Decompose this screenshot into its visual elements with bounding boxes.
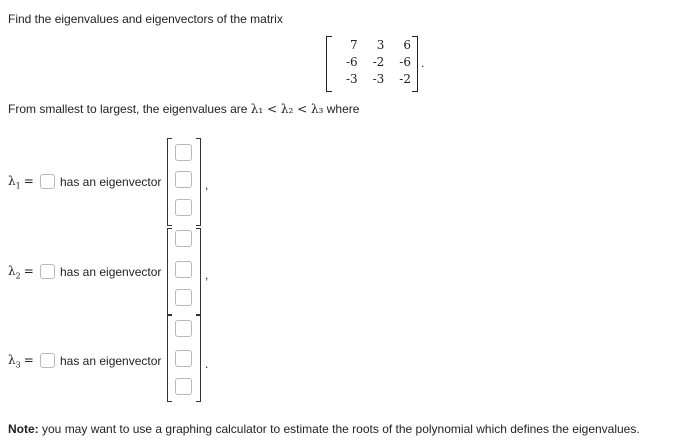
row-2-comma: ,: [205, 268, 209, 282]
lambda-subscript: 1: [15, 181, 21, 191]
eigenvector-1-entry-3[interactable]: [175, 199, 192, 216]
matrix-cell: -2: [399, 72, 411, 86]
matrix-grid: [334, 38, 414, 86]
matrix-cell: -6: [345, 55, 358, 69]
row-1-comma: ,: [205, 178, 209, 192]
equals-sign: =: [23, 264, 34, 278]
order-inequality: λ₁ < λ₂ < λ₃: [250, 102, 324, 116]
lambda-symbol: λ: [8, 353, 16, 367]
eigenvalue-1-input[interactable]: [40, 174, 55, 189]
matrix-cell: 3: [376, 38, 385, 52]
equals-sign: =: [23, 353, 34, 367]
matrix-cell: -3: [372, 72, 385, 86]
eigenvector-3-entry-3[interactable]: [175, 378, 192, 395]
matrix-right-bracket: [412, 36, 418, 92]
eigen-order-statement: [8, 102, 359, 116]
eigenvector-1-entry-1[interactable]: [175, 144, 192, 161]
matrix-cell: -3: [345, 72, 358, 86]
eigenvalue-3-input[interactable]: [40, 353, 55, 368]
lambda-subscript: 2: [15, 271, 21, 281]
lambda-subscript: 3: [15, 360, 21, 370]
vector-1-right-bracket: [196, 138, 201, 226]
equals-sign: =: [23, 174, 34, 188]
lambda-2-label: [8, 264, 34, 280]
eigenvector-2-entry-2[interactable]: [175, 261, 192, 278]
eigenvector-2-text: has an eigenvector: [60, 265, 162, 279]
eigenvector-3-entry-2[interactable]: [175, 350, 192, 367]
matrix-cell: -2: [372, 55, 385, 69]
vector-3-right-bracket: [196, 314, 201, 402]
matrix-left-bracket: [326, 36, 332, 92]
order-prefix: From smallest to largest, the eigenvalues are: [8, 102, 251, 116]
question-prompt: Find the eigenvalues and eigenvectors of the matrix: [8, 12, 283, 26]
vector-1-left-bracket: [167, 138, 172, 226]
eigenvector-1-entry-2[interactable]: [175, 171, 192, 188]
matrix-cell: -6: [399, 55, 411, 69]
vector-3-left-bracket: [167, 314, 172, 402]
eigenvector-1-text: has an eigenvector: [60, 175, 162, 189]
row-3-period: .: [205, 357, 209, 371]
lambda-1-label: [8, 174, 34, 190]
vector-2-right-bracket: [196, 228, 201, 316]
matrix-period: .: [421, 56, 425, 70]
order-suffix: where: [323, 102, 360, 116]
note-text: you may want to use a graphing calculator to estimate the roots of the polynomial which defines the eigenvalues.: [38, 422, 640, 436]
lambda-3-label: [8, 353, 34, 369]
vector-2-left-bracket: [167, 228, 172, 316]
lambda-symbol: λ: [8, 264, 16, 278]
lambda-symbol: λ: [8, 174, 16, 188]
matrix-cell: 7: [350, 38, 358, 52]
eigenvector-2-entry-3[interactable]: [175, 289, 192, 306]
eigenvector-2-entry-1[interactable]: [175, 230, 192, 247]
given-matrix: [326, 36, 418, 90]
eigenvector-3-entry-1[interactable]: [175, 320, 192, 337]
eigenvector-3-text: has an eigenvector: [60, 354, 162, 368]
matrix-cell: 6: [403, 38, 411, 52]
eigenvalue-2-input[interactable]: [40, 264, 55, 279]
note: [8, 422, 640, 436]
note-label: Note:: [8, 422, 39, 436]
